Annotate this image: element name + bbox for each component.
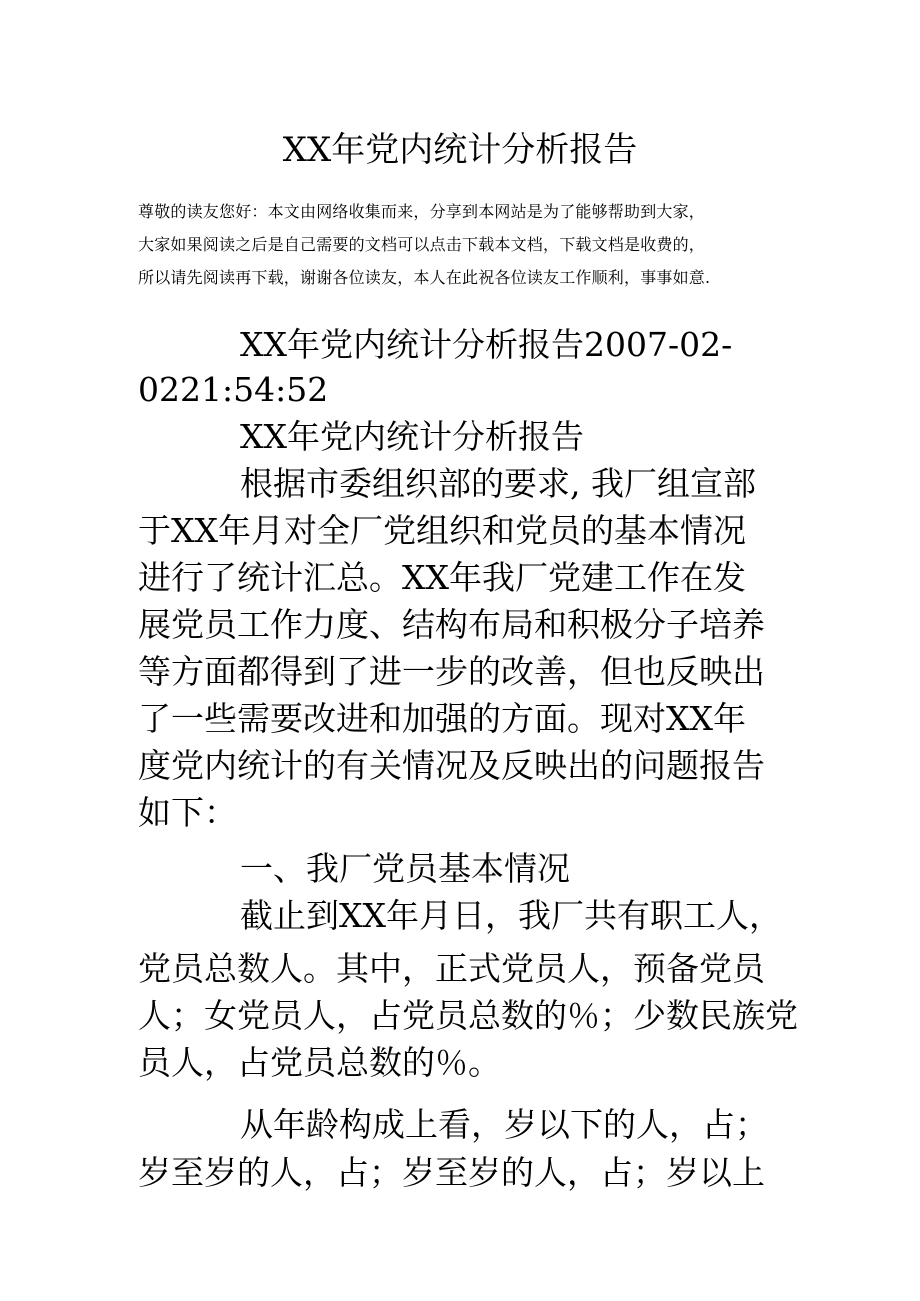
paragraph-line: 了一些需要改进和加强的方面。现对XX年: [138, 699, 746, 738]
paragraph-line: 进行了统计汇总。XX年我厂党建工作在发: [138, 558, 746, 597]
paragraph-line: 员人，占党员总数的％。: [138, 1043, 501, 1082]
header-line-1: XX年党内统计分析报告2007-02-: [240, 325, 733, 364]
paragraph-line: 截止到XX年月日，我厂共有职工人，: [240, 896, 782, 935]
paragraph-line: 于XX年月对全厂党组织和党员的基本情况: [138, 511, 746, 550]
paragraph-line: 等方面都得到了进一步的改善，但也反映出: [138, 652, 765, 691]
paragraph-line: 人；女党员人，占党员总数的％；少数民族党: [138, 996, 798, 1035]
paragraph-line: 根据市委组织部的要求, 我厂组宣部: [240, 464, 756, 503]
paragraph-line: 从年龄构成上看，岁以下的人，占；: [240, 1105, 768, 1144]
paragraph-line: 党员总数人。其中，正式党员人，预备党员: [138, 949, 765, 988]
section-heading: 一、我厂党员基本情况: [240, 849, 570, 888]
notice-line-2: 大家如果阅读之后是自己需要的文档可以点击下载本文档，下载文档是收费的，: [138, 235, 706, 254]
paragraph-line: 展党员工作力度、结构布局和积极分子培养: [138, 605, 765, 644]
paragraph-line: 度党内统计的有关情况及反映出的问题报告: [138, 746, 765, 785]
document-title: XX年党内统计分析报告: [282, 130, 638, 170]
paragraph-line: 如下：: [138, 793, 237, 832]
notice-line-3: 所以请先阅读再下载，谢谢各位读友，本人在此祝各位读友工作顺利，事事如意.: [138, 268, 711, 287]
header-line-2: 0221:54:52: [138, 370, 329, 409]
paragraph-line: 岁至岁的人，占；岁至岁的人，占；岁以上: [138, 1153, 765, 1192]
sub-title: XX年党内统计分析报告: [240, 417, 584, 456]
notice-line-1: 尊敬的读友您好：本文由网络收集而来，分享到本网站是为了能够帮助到大家，: [138, 202, 706, 221]
